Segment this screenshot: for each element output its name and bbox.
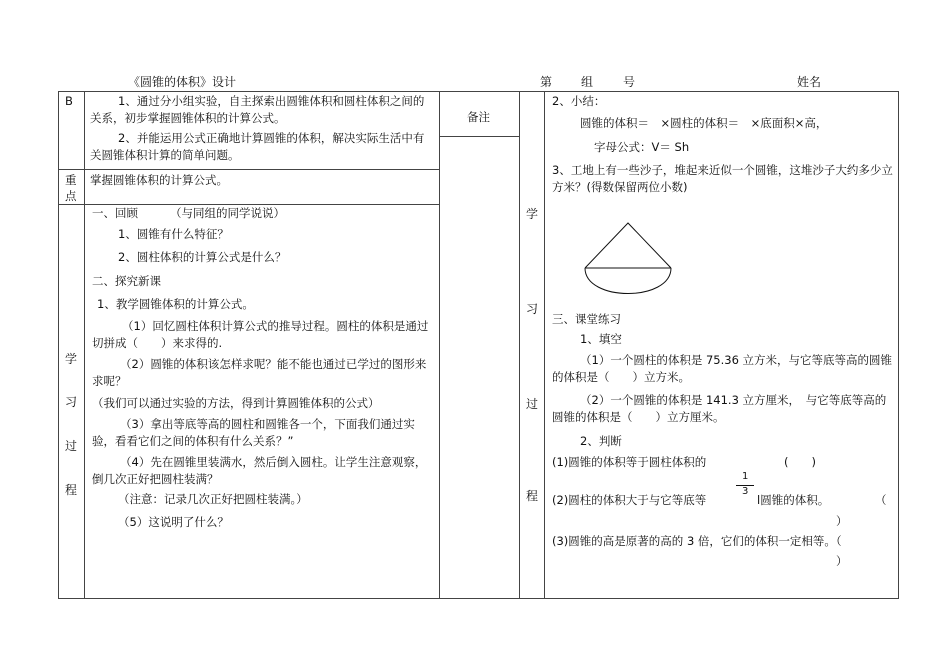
fill-heading: 1、填空 (580, 332, 622, 346)
fraction-denominator: 3 (742, 486, 749, 497)
explore-paragraph-1: （1）回忆圆柱体积计算公式的推导过程。圆柱的体积是通过切拼成（ ）来求得的. (92, 319, 429, 350)
explore-paragraph-2b: （我们可以通过实验的方法，得到计算圆锥体积的公式） (92, 396, 380, 410)
divider-left-content (439, 91, 440, 599)
divider-note-col (519, 91, 520, 599)
explore-step-1: 1、教学圆锥体积的计算公式。 (97, 297, 254, 311)
right-process-char-2: 习 (526, 302, 539, 316)
judge-question-3-paren-close: ） (836, 554, 848, 568)
judge-question-2-paren-close: ） (836, 514, 848, 528)
explore-heading: 二、探究新课 (92, 274, 161, 288)
left-process-char-4: 程 (65, 483, 78, 497)
explore-paragraph-2: （2）圆锥的体积该怎样求呢？能不能也通过已学过的图形来求呢？ (92, 357, 427, 388)
table-right-border (898, 91, 899, 599)
judge-question-3: (3)圆锥的高是原著的高的 3 倍，它们的体积一定相等。（ (552, 534, 842, 548)
cone-base-arc (585, 268, 671, 294)
cone-sides (585, 223, 671, 268)
name-label: 姓名 (797, 75, 822, 89)
summary-letter-formula: 字母公式：V＝ Sh (594, 140, 690, 154)
key-text: 掌握圆锥体积的计算公式。 (90, 173, 228, 187)
fill-question-1: （1）一个圆柱的体积是 75.36 立方米，与它等底等高的圆锥的体积是（ ）立方米。 (552, 353, 893, 384)
fill-question-2: （2）一个圆锥的体积是 141.3 立方厘米， 与它等底等高的圆锥的体积是（ ）立方厘米。 (552, 393, 887, 424)
cone-diagram (582, 220, 674, 298)
row-divider-objective (58, 169, 440, 170)
judge-question-2-tail: l圆锥的体积。 (757, 493, 830, 507)
objective-tag: B (65, 94, 73, 108)
judge-question-2: (2)圆柱的体积大于与它等底等 (552, 493, 707, 507)
objective-1: 1、通过分小组实验，自主探索出圆锥体积和圆柱体积之间的关系，初步掌握圆锥体积的计算公式。 (90, 94, 425, 125)
key-label-1: 重 (65, 173, 77, 187)
summary-heading: 2、小结： (552, 94, 606, 108)
left-process-char-3: 过 (65, 439, 78, 453)
judge-question-2-paren-open: （ (875, 493, 887, 507)
group-label-hao: 号 (623, 75, 636, 89)
judge-heading: 2、判断 (580, 434, 622, 448)
note-label: 备注 (467, 110, 490, 124)
right-process-char-1: 学 (526, 207, 539, 221)
left-process-char-2: 习 (65, 395, 78, 409)
explore-note: （注意：记录几次正好把圆柱装满。） (118, 492, 308, 506)
divider-right-label-col (544, 91, 545, 599)
explore-paragraph-5: （5）这说明了什么？ (118, 515, 229, 529)
row-divider-note (439, 136, 520, 137)
review-note: （与同组的同学说说） (170, 206, 285, 220)
objective-2: 2、并能运用公式正确地计算圆锥的体积，解决实际生活中有关圆锥体积计算的简单问题。 (90, 131, 425, 162)
fraction-numerator: 1 (742, 471, 749, 482)
table-left-border (58, 91, 59, 599)
group-label-di: 第 (540, 75, 553, 89)
right-process-char-4: 程 (526, 489, 539, 503)
question-3: 3、工地上有一些沙子，堆起来近似一个圆锥，这堆沙子大约多少立方米？(得数保留两位小数) (552, 163, 893, 194)
right-process-char-3: 过 (526, 397, 539, 411)
group-label-zu: 组 (581, 75, 594, 89)
explore-paragraph-4: （4）先在圆锥里装满水，然后倒入圆柱。让学生注意观察，倒几次正好把圆柱装满？ (92, 455, 427, 486)
judge-question-1: (1)圆锥的体积等于圆柱体积的 (552, 455, 707, 469)
table-top-border (58, 91, 899, 92)
key-label-2: 点 (65, 189, 77, 203)
practice-heading: 三、课堂练习 (552, 312, 621, 326)
judge-question-1-paren: ( ) (784, 455, 816, 469)
explore-paragraph-3: （3）拿出等底等高的圆柱和圆锥各一个，下面我们通过实验，看看它们之间的体积有什么关系？” (92, 417, 415, 448)
review-question-2: 2、圆柱体积的计算公式是什么？ (118, 250, 287, 264)
left-process-char-1: 学 (65, 352, 78, 366)
review-heading: 一、回顾 (92, 206, 138, 220)
table-bottom-border (58, 598, 899, 599)
summary-formula: 圆锥的体积＝ ×圆柱的体积＝ ×底面积×高， (580, 116, 828, 130)
divider-left-label-col (84, 91, 85, 599)
page-title: 《圆锥的体积》设计 (128, 75, 237, 89)
review-question-1: 1、圆锥有什么特征？ (118, 227, 229, 241)
